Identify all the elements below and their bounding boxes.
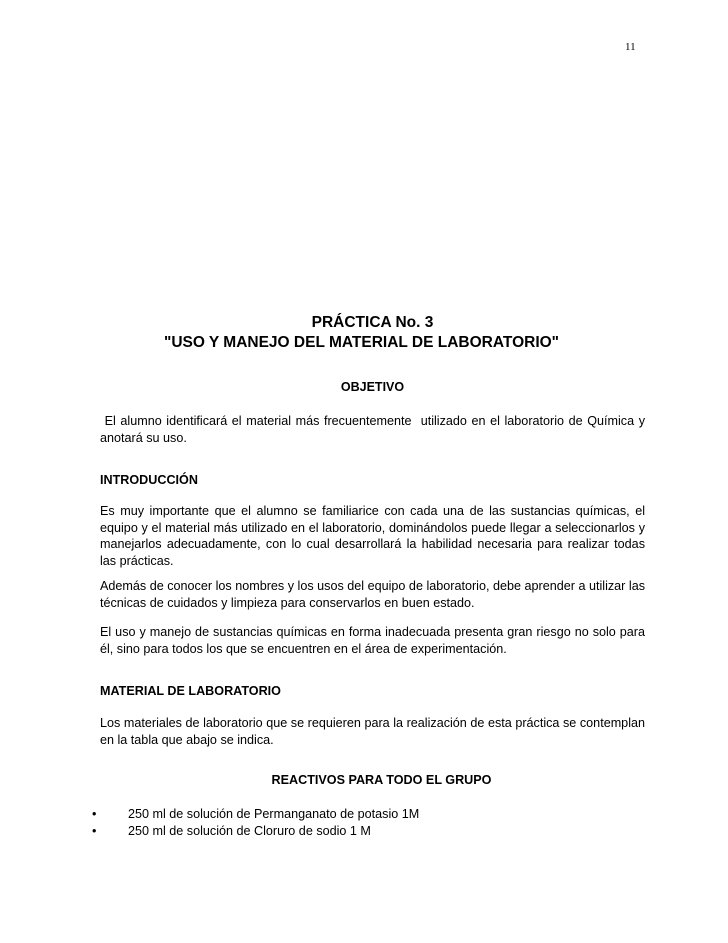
material-heading: MATERIAL DE LABORATORIO — [100, 684, 281, 698]
introduction-paragraph-1: Es muy importante que el alumno se familiarice con cada una de las sustancias químicas, el equipo y el material más utilizado en el laboratorio, dominándolos puede llegar a seleccionarlos y manejarlos adecuadamente, con lo cual desarrollará la habilidad necesaria para realizar todas las prácticas. — [100, 504, 645, 568]
list-item — [92, 823, 419, 840]
objective-text: El alumno identificará el material más frecuentemente utilizado en el laboratorio de Química y anotará su uso. — [100, 414, 649, 445]
reagents-heading: REACTIVOS PARA TODO EL GRUPO — [271, 773, 492, 787]
bullet-icon: • — [92, 824, 97, 838]
reagent-item-text: 250 ml de solución de Cloruro de sodio 1 M — [128, 824, 371, 838]
introduction-paragraph-3: El uso y manejo de sustancias químicas en forma inadecuada presenta gran riesgo no solo para él, sino para todos los que se encuentren en el área de experimentación. — [100, 625, 645, 656]
reagent-list — [92, 806, 419, 840]
objective-heading: OBJETIVO — [340, 380, 405, 394]
page-number: 11 — [625, 41, 636, 53]
reagent-item-text: 250 ml de solución de Permanganato de potasio 1M — [128, 807, 420, 821]
material-text: Los materiales de laboratorio que se requieren para la realización de esta práctica se contemplan en la tabla que abajo se indica. — [100, 716, 645, 747]
bullet-icon: • — [92, 807, 97, 821]
practice-title: PRÁCTICA No. 3 — [311, 314, 434, 331]
practice-subtitle: "USO Y MANEJO DEL MATERIAL DE LABORATORIO" — [163, 334, 560, 351]
introduction-paragraph-2: Además de conocer los nombres y los usos del equipo de laboratorio, debe aprender a utilizar las técnicas de cuidados y limpieza para conservarlos en buen estado. — [100, 579, 645, 610]
introduction-heading: INTRODUCCIÓN — [100, 473, 198, 487]
practice-title-block — [100, 313, 645, 353]
list-item — [92, 806, 419, 823]
